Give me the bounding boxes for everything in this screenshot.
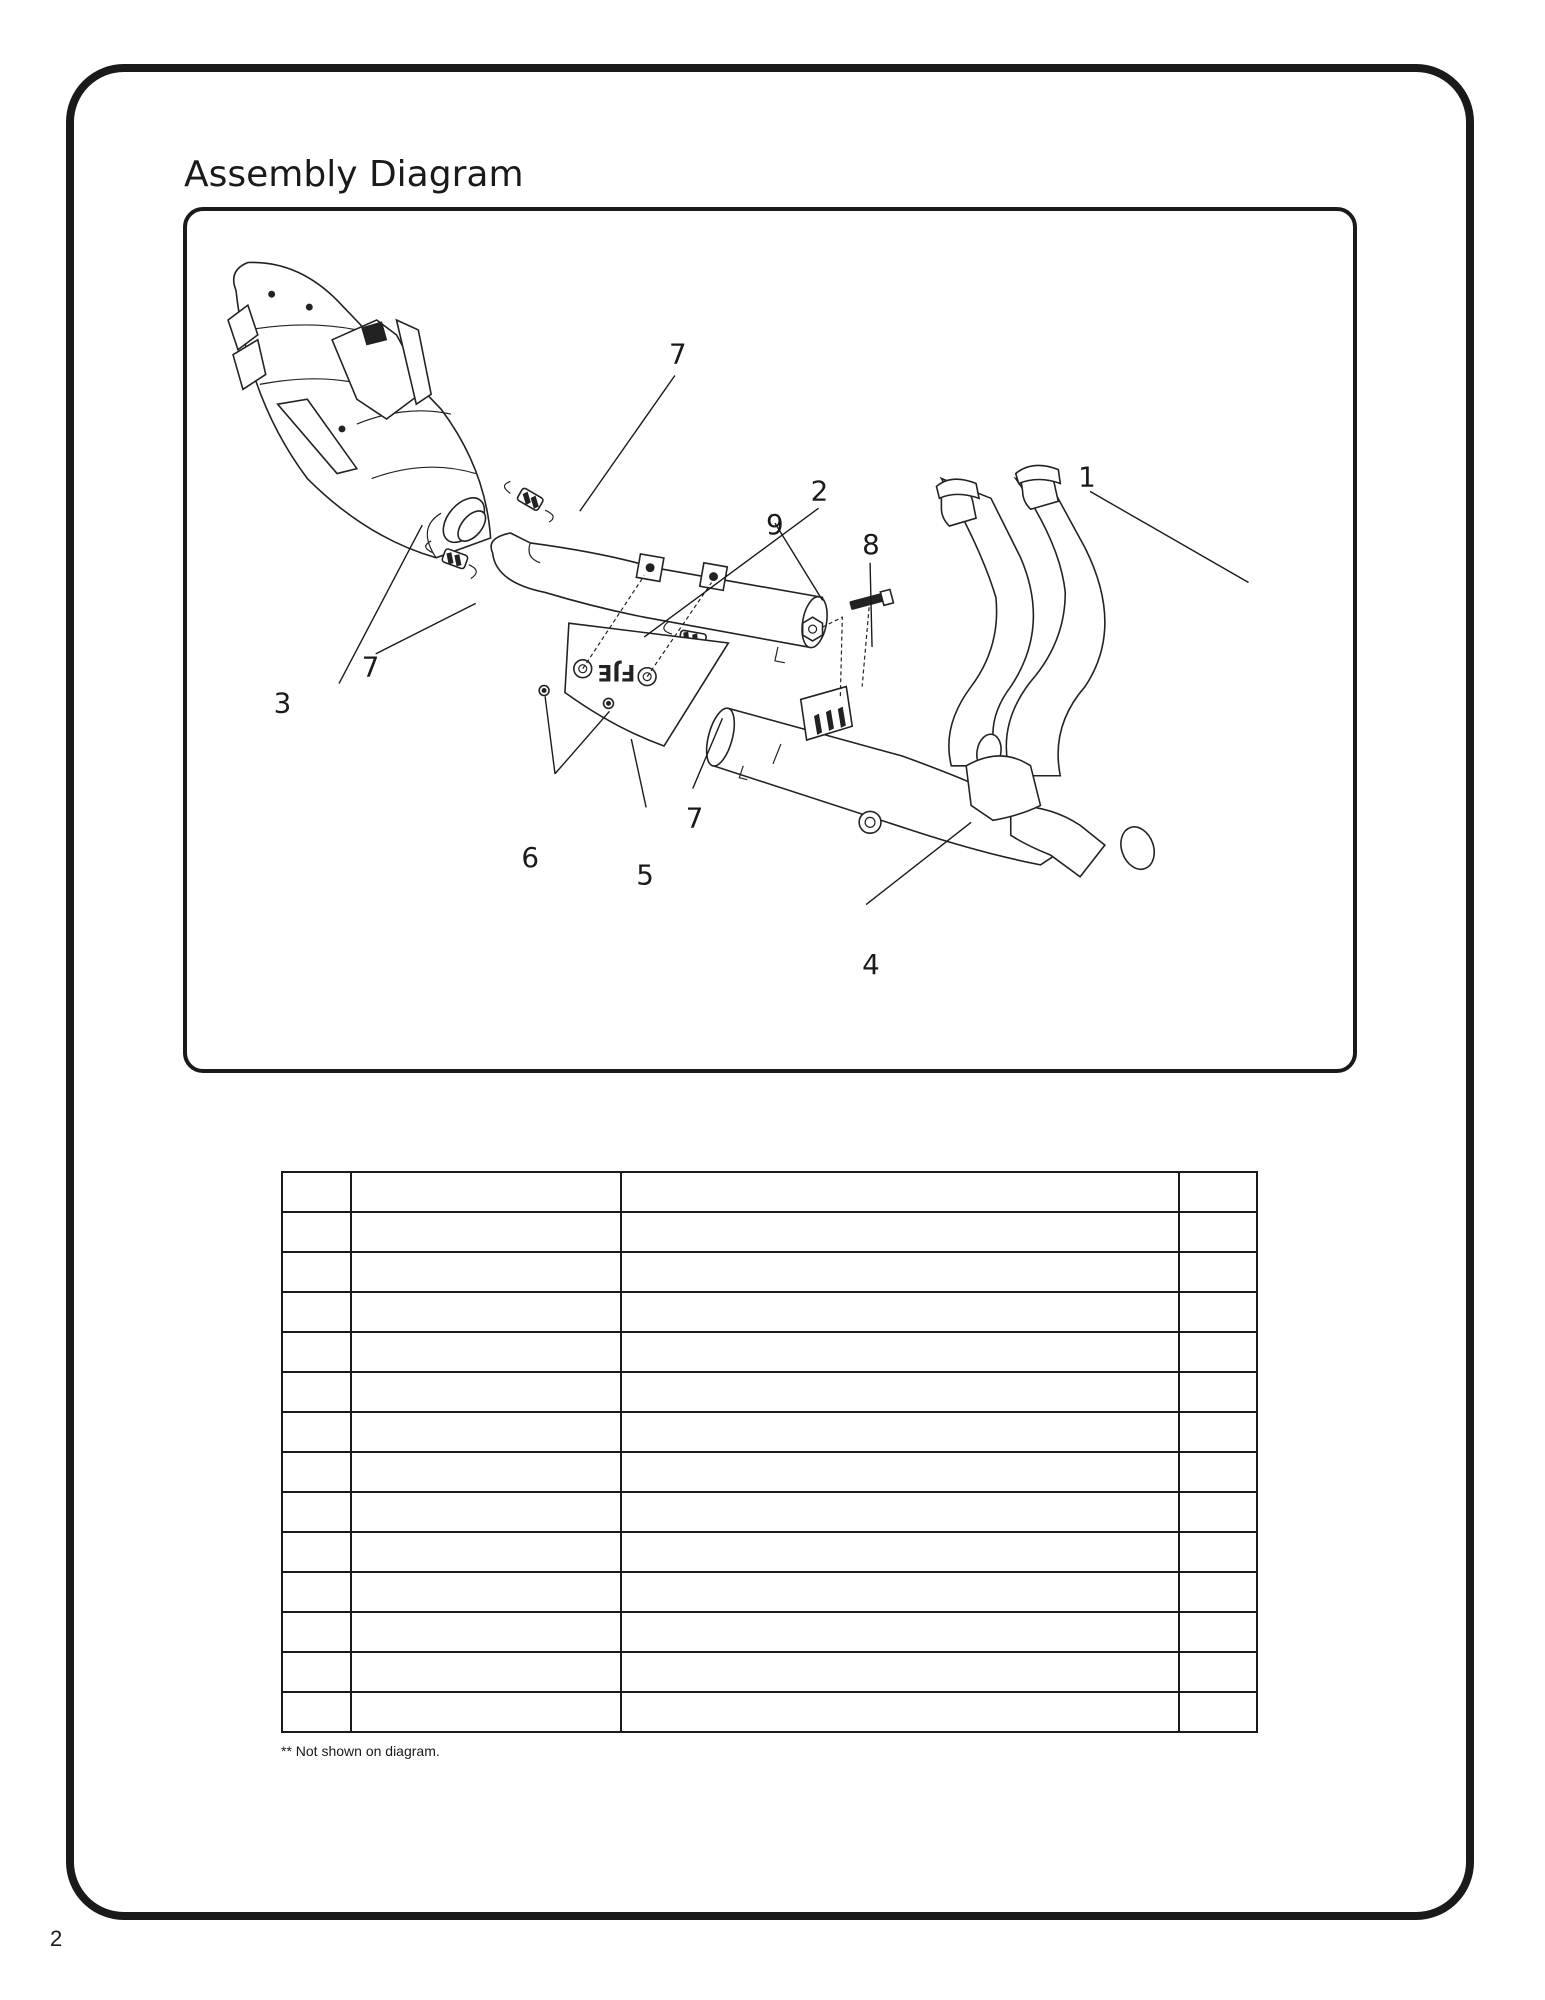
table-cell [621, 1652, 1179, 1692]
table-cell [282, 1332, 351, 1372]
table-cell [351, 1292, 621, 1332]
table-row [282, 1452, 1257, 1492]
leader-3 [339, 525, 422, 684]
table-cell [1179, 1412, 1257, 1452]
table-row [282, 1412, 1257, 1452]
table-cell [1179, 1452, 1257, 1492]
table-cell [351, 1572, 621, 1612]
table-cell [621, 1292, 1179, 1332]
table-cell [282, 1692, 351, 1732]
table-cell [1179, 1492, 1257, 1532]
callout-9: 9 [766, 507, 784, 541]
footnote: ** Not shown on diagram. [281, 1743, 440, 1759]
exhaust-diagram-drawing [187, 211, 1353, 1069]
table-cell [621, 1332, 1179, 1372]
leader-6a [545, 696, 555, 773]
table-row [282, 1532, 1257, 1572]
table-cell [351, 1652, 621, 1692]
table-cell [1179, 1172, 1257, 1212]
table-cell [621, 1372, 1179, 1412]
table-cell [351, 1532, 621, 1572]
table-cell [282, 1412, 351, 1452]
table-row [282, 1332, 1257, 1372]
table-cell [282, 1652, 351, 1692]
table-cell [351, 1252, 621, 1292]
table-cell [351, 1412, 621, 1452]
table-cell [351, 1332, 621, 1372]
table-row [282, 1212, 1257, 1252]
table-cell [1179, 1532, 1257, 1572]
callout-7a: 7 [668, 337, 687, 371]
callout-7c: 7 [685, 801, 704, 835]
leader-5 [631, 739, 646, 807]
heat-shield-logo: FJE [597, 658, 636, 684]
spring-top [504, 481, 553, 522]
table-cell [1179, 1332, 1257, 1372]
table-row [282, 1692, 1257, 1732]
table-cell [621, 1692, 1179, 1732]
table-cell [351, 1492, 621, 1532]
callout-8: 8 [862, 527, 880, 561]
leader-8 [870, 563, 872, 647]
callout-6: 6 [521, 840, 539, 874]
callout-4: 4 [862, 947, 880, 981]
callout-7b: 7 [361, 650, 380, 684]
table-row [282, 1372, 1257, 1412]
table-row [282, 1652, 1257, 1692]
leader-7b [376, 603, 476, 654]
table-cell [351, 1452, 621, 1492]
leader-1 [1090, 491, 1249, 582]
table-cell [621, 1172, 1179, 1212]
table-cell [282, 1212, 351, 1252]
table-cell [282, 1252, 351, 1292]
table-cell [621, 1612, 1179, 1652]
table-cell [1179, 1612, 1257, 1652]
table-cell [621, 1412, 1179, 1452]
table-cell [282, 1452, 351, 1492]
table-cell [621, 1492, 1179, 1532]
page-number: 2 [50, 1926, 63, 1951]
callout-1: 1 [1078, 460, 1096, 494]
muffler [228, 262, 493, 557]
table-cell [1179, 1692, 1257, 1732]
table-cell [1179, 1572, 1257, 1612]
table-cell [351, 1372, 621, 1412]
table-cell [1179, 1252, 1257, 1292]
table-cell [282, 1532, 351, 1572]
leader-4 [866, 822, 971, 904]
leader-6b [555, 711, 609, 773]
table-cell [351, 1692, 621, 1732]
table-cell [1179, 1372, 1257, 1412]
table-cell [351, 1212, 621, 1252]
table-cell [282, 1172, 351, 1212]
nut [803, 617, 843, 696]
table-cell [351, 1172, 621, 1212]
callout-3: 3 [273, 686, 292, 720]
table-cell [282, 1612, 351, 1652]
leader-7a [580, 375, 675, 511]
table-cell [1179, 1212, 1257, 1252]
section-title: Assembly Diagram [184, 154, 524, 195]
table-cell [282, 1572, 351, 1612]
assembly-diagram [183, 207, 1357, 1073]
table-cell [621, 1252, 1179, 1292]
parts-table [281, 1171, 1258, 1733]
table-cell [282, 1492, 351, 1532]
table-cell [621, 1452, 1179, 1492]
callout-2: 2 [810, 474, 829, 508]
table-cell [282, 1372, 351, 1412]
table-cell [1179, 1292, 1257, 1332]
table-row [282, 1252, 1257, 1292]
table-row [282, 1172, 1257, 1212]
table-row [282, 1492, 1257, 1532]
table-cell [1179, 1652, 1257, 1692]
table-row [282, 1572, 1257, 1612]
table-cell [282, 1292, 351, 1332]
table-cell [351, 1612, 621, 1652]
table-cell [621, 1532, 1179, 1572]
table-row [282, 1292, 1257, 1332]
table-cell [621, 1572, 1179, 1612]
table-row [282, 1612, 1257, 1652]
table-cell [621, 1212, 1179, 1252]
callout-5: 5 [636, 858, 654, 892]
